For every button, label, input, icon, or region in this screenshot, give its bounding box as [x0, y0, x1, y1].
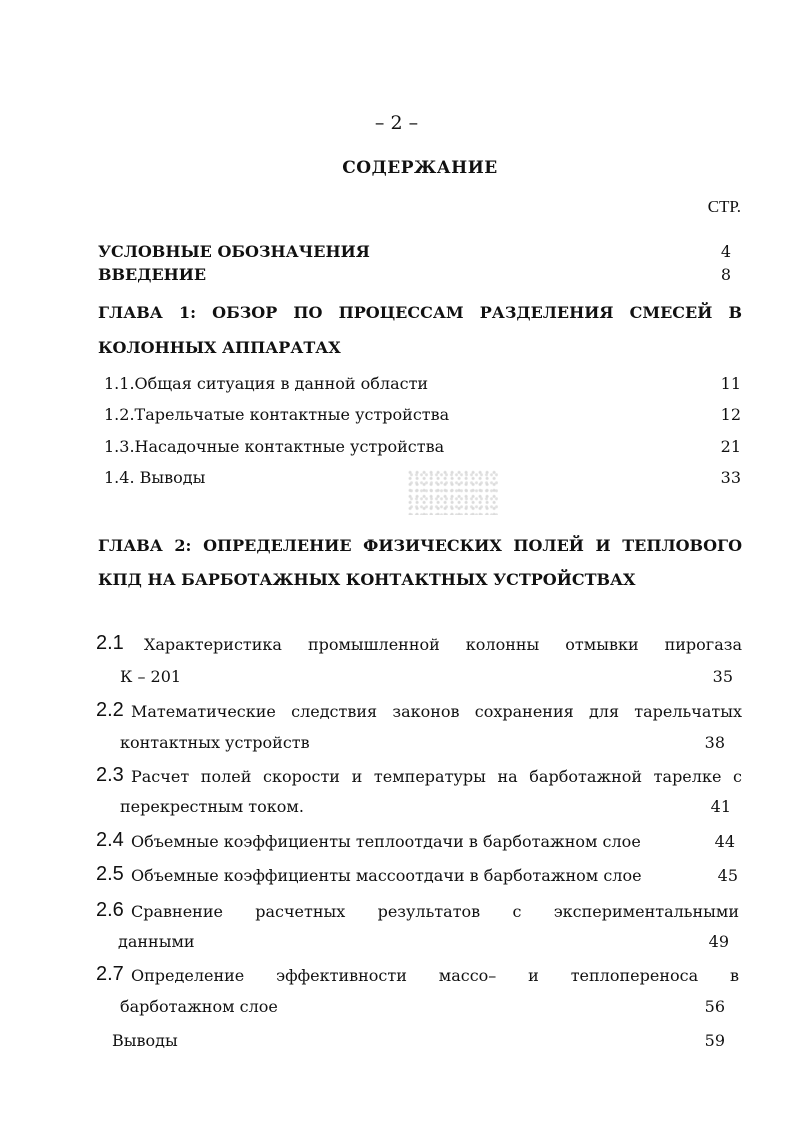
- section-number: 2.5: [96, 863, 124, 885]
- section-number: 2.6: [96, 899, 124, 921]
- toc-entry-label: 1.4. Выводы: [104, 468, 206, 487]
- toc-entry-page: 4: [720, 242, 731, 261]
- page-title: СОДЕРЖАНИЕ: [342, 158, 498, 178]
- chapter-heading: КПД НА БАРБОТАЖНЫХ КОНТАКТНЫХ УСТРОЙСТВАХ: [98, 570, 636, 589]
- scan-noise: [408, 470, 498, 515]
- section-number: 2.3: [96, 764, 124, 786]
- toc-entry-label-cont: данными: [118, 932, 195, 951]
- chapter-heading: КОЛОННЫХ АППАРАТАХ: [98, 338, 341, 357]
- chapter-heading: ГЛАВА 2: ОПРЕДЕЛЕНИЕ ФИЗИЧЕСКИХ ПОЛЕЙ И ТЕПЛОВОГО: [98, 536, 742, 555]
- toc-entry-label-cont: К – 201: [120, 667, 182, 686]
- toc-entry-label: Объемные коэффициенты массоотдачи в барботажном слое: [131, 866, 642, 885]
- toc-entry-label: ВВЕДЕНИЕ: [98, 265, 207, 284]
- toc-entry-label: Характеристика промышленной колонны отмывки пирогаза: [144, 635, 742, 654]
- toc-entry-label: Сравнение расчетных результатов с экспериментальными: [131, 902, 739, 921]
- toc-entry-page: 56: [704, 997, 725, 1016]
- toc-entry-label: Выводы: [112, 1031, 178, 1050]
- toc-entry-label: Определение эффективности массо– и теплопереноса в: [131, 966, 739, 985]
- toc-entry-label-cont: барботажном слое: [120, 997, 278, 1016]
- toc-entry-page: 59: [704, 1031, 725, 1050]
- toc-entry-page: 41: [710, 797, 731, 816]
- toc-entry-label: Расчет полей скорости и температуры на барботажной тарелке с: [131, 767, 742, 786]
- toc-entry-page: 45: [717, 866, 738, 885]
- toc-entry-page: 33: [720, 468, 741, 487]
- toc-entry-page: 11: [720, 374, 741, 393]
- toc-entry-label-cont: перекрестным током.: [120, 797, 304, 816]
- toc-entry-page: 44: [714, 832, 735, 851]
- toc-entry-label: 1.3.Насадочные контактные устройства: [104, 437, 445, 456]
- toc-entry-page: 8: [720, 265, 731, 284]
- section-number: 2.1: [96, 632, 124, 654]
- toc-entry-page: 21: [720, 437, 741, 456]
- page-number: – 2 –: [374, 112, 419, 134]
- toc-entry-label: 1.1.Общая ситуация в данной области: [104, 374, 429, 393]
- toc-entry-page: 38: [704, 733, 725, 752]
- page-column-header: СТР.: [707, 197, 741, 216]
- section-number: 2.7: [96, 963, 124, 985]
- toc-entry-label: УСЛОВНЫЕ ОБОЗНАЧЕНИЯ: [98, 242, 370, 261]
- chapter-heading: ГЛАВА 1: ОБЗОР ПО ПРОЦЕССАМ РАЗДЕЛЕНИЯ СМЕСЕЙ В: [98, 303, 742, 322]
- section-number: 2.4: [96, 829, 124, 851]
- toc-entry-page: 12: [720, 405, 741, 424]
- toc-entry-label: 1.2.Тарельчатые контактные устройства: [104, 405, 450, 424]
- toc-entry-page: 35: [712, 667, 733, 686]
- toc-entry-label: Объемные коэффициенты теплоотдачи в барботажном слое: [131, 832, 641, 851]
- toc-entry-label: Математические следствия законов сохранения для тарельчатых: [131, 702, 742, 721]
- toc-entry-page: 49: [708, 932, 729, 951]
- toc-entry-label-cont: контактных устройств: [120, 733, 310, 752]
- section-number: 2.2: [96, 699, 124, 721]
